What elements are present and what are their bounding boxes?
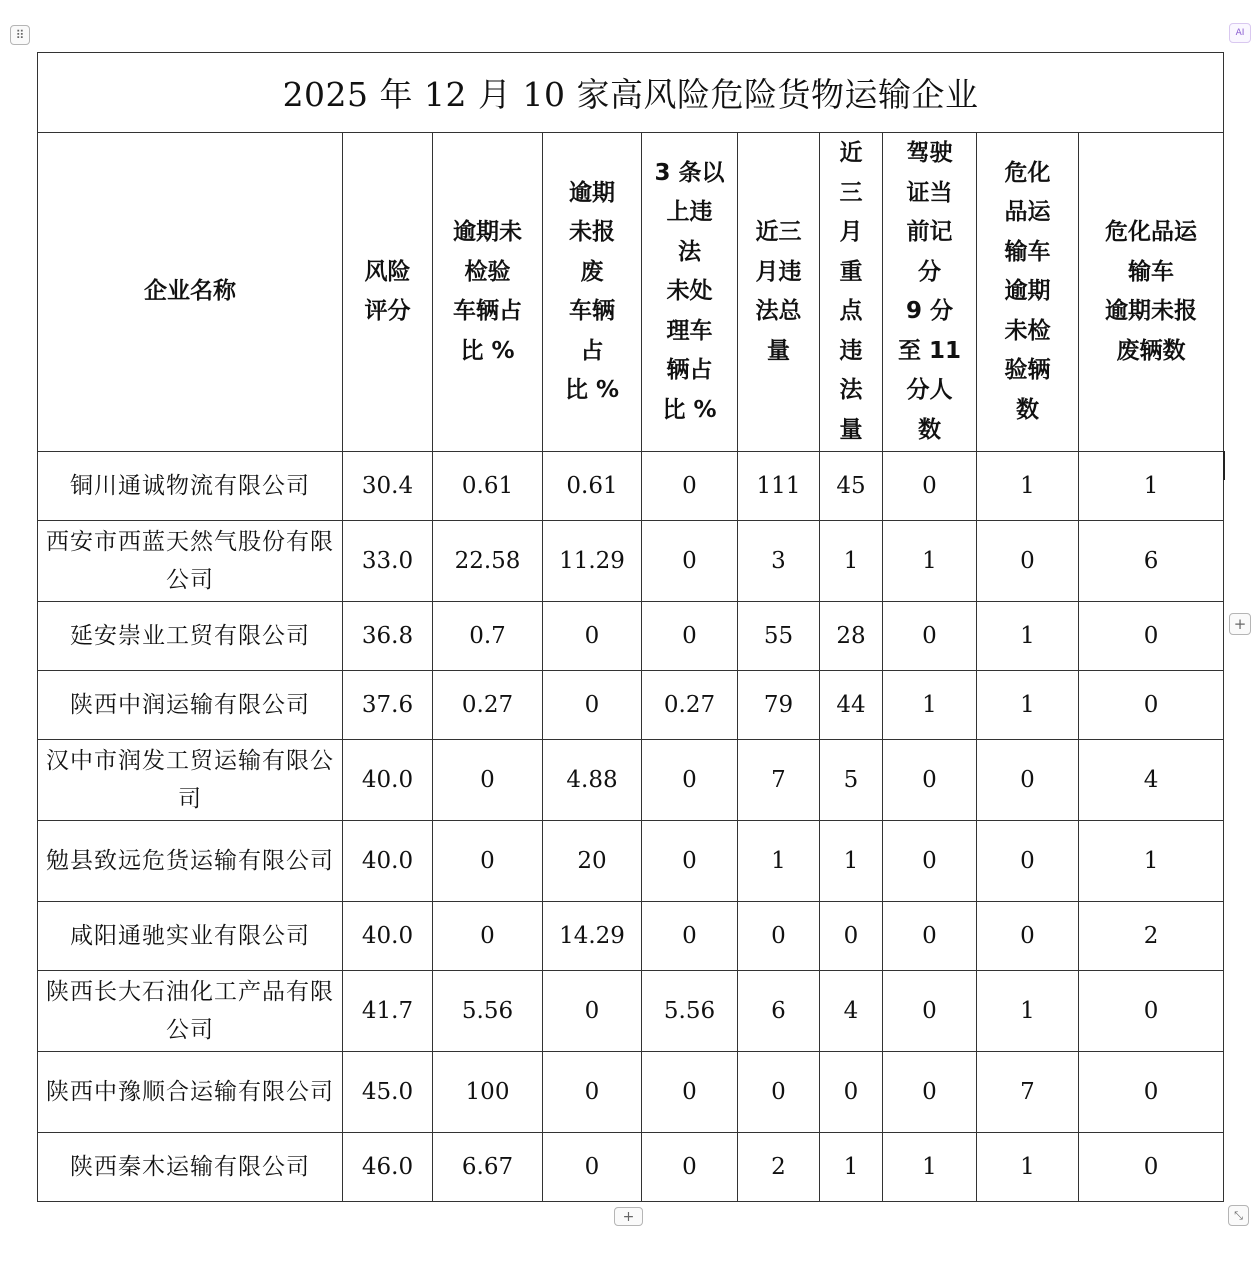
table-row — [38, 1052, 1224, 1133]
cell-violations-3m[interactable]: 7 — [738, 740, 820, 821]
cell-violations-3m[interactable]: 2 — [738, 1133, 820, 1202]
add-column-button[interactable]: + — [1229, 613, 1251, 635]
cell-overdue-scrap-pct[interactable]: 11.29 — [543, 521, 642, 602]
header-row — [38, 133, 1224, 452]
cell-company-name[interactable]: 陕西中润运输有限公司 — [38, 671, 343, 740]
cell-violations-3m[interactable]: 3 — [738, 521, 820, 602]
cell-risk-score[interactable]: 30.4 — [343, 452, 433, 521]
cell-company-name[interactable]: 铜川通诚物流有限公司 — [38, 452, 343, 521]
cell-hazmat-overdue-scrap[interactable]: 1 — [1079, 821, 1224, 902]
cell-company-name[interactable]: 陕西秦木运输有限公司 — [38, 1133, 343, 1202]
cell-hazmat-overdue-scrap[interactable]: 1 — [1079, 452, 1224, 521]
cell-key-violations-3m[interactable]: 1 — [820, 521, 883, 602]
cell-overdue-scrap-pct[interactable]: 20 — [543, 821, 642, 902]
header-risk-score[interactable]: 风险 评分 — [343, 133, 433, 452]
cell-risk-score[interactable]: 36.8 — [343, 602, 433, 671]
cell-overdue-scrap-pct[interactable]: 0.61 — [543, 452, 642, 521]
table-row — [38, 902, 1224, 971]
cell-overdue-scrap-pct[interactable]: 0 — [543, 971, 642, 1052]
header-driver-points-9-11[interactable]: 驾驶 证当 前记 分 9 分 至 11 分人 数 — [883, 133, 977, 452]
cell-company-name[interactable]: 陕西中豫顺合运输有限公司 — [38, 1052, 343, 1133]
cell-company-name[interactable]: 勉县致远危货运输有限公司 — [38, 821, 343, 902]
cell-hazmat-overdue-inspection[interactable]: 0 — [977, 740, 1079, 821]
cell-overdue-inspection-pct[interactable]: 0.7 — [433, 602, 543, 671]
cell-hazmat-overdue-scrap[interactable]: 0 — [1079, 971, 1224, 1052]
cell-overdue-inspection-pct[interactable]: 0 — [433, 740, 543, 821]
cell-overdue-inspection-pct[interactable]: 0.61 — [433, 452, 543, 521]
cell-risk-score[interactable]: 33.0 — [343, 521, 433, 602]
cell-hazmat-overdue-inspection[interactable]: 0 — [977, 521, 1079, 602]
cell-key-violations-3m[interactable]: 0 — [820, 1052, 883, 1133]
cell-hazmat-overdue-scrap[interactable]: 0 — [1079, 1133, 1224, 1202]
header-overdue-inspection-pct[interactable]: 逾期未 检验 车辆占 比 % — [433, 133, 543, 452]
table-row — [38, 671, 1224, 740]
cell-unhandled-violation-pct[interactable]: 0 — [642, 1052, 738, 1133]
text-cursor — [1223, 451, 1225, 480]
cell-company-name[interactable]: 西安市西蓝天然气股份有限公司 — [38, 521, 343, 602]
cell-overdue-scrap-pct[interactable]: 0 — [543, 1052, 642, 1133]
header-hazmat-overdue-inspection[interactable]: 危化 品运 输车 逾期 未检 验辆 数 — [977, 133, 1079, 452]
cell-key-violations-3m[interactable]: 45 — [820, 452, 883, 521]
cell-overdue-scrap-pct[interactable]: 4.88 — [543, 740, 642, 821]
cell-hazmat-overdue-scrap[interactable]: 2 — [1079, 902, 1224, 971]
drag-handle-icon[interactable]: ⠿ — [10, 25, 30, 45]
header-key-violations-3m[interactable]: 近 三 月 重 点 违 法 量 — [820, 133, 883, 452]
cell-hazmat-overdue-scrap[interactable]: 0 — [1079, 602, 1224, 671]
cell-risk-score[interactable]: 46.0 — [343, 1133, 433, 1202]
cell-driver-points-9-11[interactable]: 0 — [883, 740, 977, 821]
cell-unhandled-violation-pct[interactable]: 0 — [642, 740, 738, 821]
table-row — [38, 971, 1224, 1052]
header-unhandled-violation-pct[interactable]: 3 条以 上违 法 未处 理车 辆占 比 % — [642, 133, 738, 452]
cell-overdue-inspection-pct[interactable]: 6.67 — [433, 1133, 543, 1202]
cell-overdue-scrap-pct[interactable]: 0 — [543, 671, 642, 740]
table-row — [38, 452, 1224, 521]
cell-unhandled-violation-pct[interactable]: 0 — [642, 452, 738, 521]
cell-risk-score[interactable]: 37.6 — [343, 671, 433, 740]
cell-key-violations-3m[interactable]: 1 — [820, 821, 883, 902]
cell-key-violations-3m[interactable]: 5 — [820, 740, 883, 821]
cell-key-violations-3m[interactable]: 28 — [820, 602, 883, 671]
cell-overdue-inspection-pct[interactable]: 0 — [433, 821, 543, 902]
cell-driver-points-9-11[interactable]: 0 — [883, 971, 977, 1052]
cell-hazmat-overdue-scrap[interactable]: 6 — [1079, 521, 1224, 602]
cell-hazmat-overdue-inspection[interactable]: 0 — [977, 821, 1079, 902]
cell-overdue-inspection-pct[interactable]: 5.56 — [433, 971, 543, 1052]
header-overdue-scrap-pct[interactable]: 逾期 未报 废 车辆 占 比 % — [543, 133, 642, 452]
cell-violations-3m[interactable]: 111 — [738, 452, 820, 521]
cell-driver-points-9-11[interactable]: 0 — [883, 452, 977, 521]
cell-hazmat-overdue-inspection[interactable]: 1 — [977, 602, 1079, 671]
cell-violations-3m[interactable]: 79 — [738, 671, 820, 740]
cell-driver-points-9-11[interactable]: 1 — [883, 671, 977, 740]
cell-unhandled-violation-pct[interactable]: 0 — [642, 602, 738, 671]
cell-violations-3m[interactable]: 1 — [738, 821, 820, 902]
cell-hazmat-overdue-inspection[interactable]: 7 — [977, 1052, 1079, 1133]
cell-hazmat-overdue-inspection[interactable]: 1 — [977, 452, 1079, 521]
resize-table-icon[interactable]: ⤡ — [1228, 1205, 1249, 1226]
header-violations-3m[interactable]: 近三 月违 法总 量 — [738, 133, 820, 452]
cell-key-violations-3m[interactable]: 44 — [820, 671, 883, 740]
cell-company-name[interactable]: 汉中市润发工贸运输有限公司 — [38, 740, 343, 821]
header-hazmat-overdue-scrap[interactable]: 危化品运 输车 逾期未报 废辆数 — [1079, 133, 1224, 452]
cell-company-name[interactable]: 咸阳通驰实业有限公司 — [38, 902, 343, 971]
cell-driver-points-9-11[interactable]: 0 — [883, 1052, 977, 1133]
add-row-button[interactable]: + — [614, 1207, 643, 1226]
cell-hazmat-overdue-inspection[interactable]: 0 — [977, 902, 1079, 971]
table-title[interactable]: 2025 年 12 月 10 家高风险危险货物运输企业 — [38, 53, 1224, 133]
cell-unhandled-violation-pct[interactable]: 0 — [642, 821, 738, 902]
cell-hazmat-overdue-scrap[interactable]: 0 — [1079, 1052, 1224, 1133]
cell-hazmat-overdue-inspection[interactable]: 1 — [977, 971, 1079, 1052]
cell-unhandled-violation-pct[interactable]: 5.56 — [642, 971, 738, 1052]
cell-overdue-scrap-pct[interactable]: 0 — [543, 1133, 642, 1202]
cell-company-name[interactable]: 延安崇业工贸有限公司 — [38, 602, 343, 671]
cell-overdue-inspection-pct[interactable]: 0 — [433, 902, 543, 971]
cell-hazmat-overdue-inspection[interactable]: 1 — [977, 1133, 1079, 1202]
cell-driver-points-9-11[interactable]: 0 — [883, 821, 977, 902]
cell-overdue-inspection-pct[interactable]: 0.27 — [433, 671, 543, 740]
cell-unhandled-violation-pct[interactable]: 0 — [642, 521, 738, 602]
cell-unhandled-violation-pct[interactable]: 0 — [642, 902, 738, 971]
cell-violations-3m[interactable]: 6 — [738, 971, 820, 1052]
cell-risk-score[interactable]: 40.0 — [343, 740, 433, 821]
cell-company-name[interactable]: 陕西长大石油化工产品有限公司 — [38, 971, 343, 1052]
cell-hazmat-overdue-scrap[interactable]: 4 — [1079, 740, 1224, 821]
cell-overdue-scrap-pct[interactable]: 0 — [543, 602, 642, 671]
cell-overdue-scrap-pct[interactable]: 14.29 — [543, 902, 642, 971]
risk-enterprise-table — [37, 52, 1224, 1202]
cell-violations-3m[interactable]: 0 — [738, 902, 820, 971]
cell-key-violations-3m[interactable]: 1 — [820, 1133, 883, 1202]
cell-hazmat-overdue-scrap[interactable]: 0 — [1079, 671, 1224, 740]
cell-risk-score[interactable]: 40.0 — [343, 821, 433, 902]
cell-risk-score[interactable]: 40.0 — [343, 902, 433, 971]
cell-driver-points-9-11[interactable]: 1 — [883, 1133, 977, 1202]
cell-unhandled-violation-pct[interactable]: 0.27 — [642, 671, 738, 740]
cell-driver-points-9-11[interactable]: 0 — [883, 602, 977, 671]
cell-driver-points-9-11[interactable]: 0 — [883, 902, 977, 971]
cell-overdue-inspection-pct[interactable]: 22.58 — [433, 521, 543, 602]
table-row — [38, 602, 1224, 671]
cell-risk-score[interactable]: 45.0 — [343, 1052, 433, 1133]
cell-driver-points-9-11[interactable]: 1 — [883, 521, 977, 602]
cell-risk-score[interactable]: 41.7 — [343, 971, 433, 1052]
table-row — [38, 521, 1224, 602]
cell-unhandled-violation-pct[interactable]: 0 — [642, 1133, 738, 1202]
table-row — [38, 1133, 1224, 1202]
cell-hazmat-overdue-inspection[interactable]: 1 — [977, 671, 1079, 740]
table-row — [38, 821, 1224, 902]
table-row — [38, 740, 1224, 821]
cell-overdue-inspection-pct[interactable]: 100 — [433, 1052, 543, 1133]
cell-violations-3m[interactable]: 0 — [738, 1052, 820, 1133]
header-company-name[interactable]: 企业名称 — [38, 133, 343, 452]
cell-key-violations-3m[interactable]: 4 — [820, 971, 883, 1052]
ai-assistant-button[interactable]: AI — [1229, 23, 1251, 43]
cell-violations-3m[interactable]: 55 — [738, 602, 820, 671]
cell-key-violations-3m[interactable]: 0 — [820, 902, 883, 971]
